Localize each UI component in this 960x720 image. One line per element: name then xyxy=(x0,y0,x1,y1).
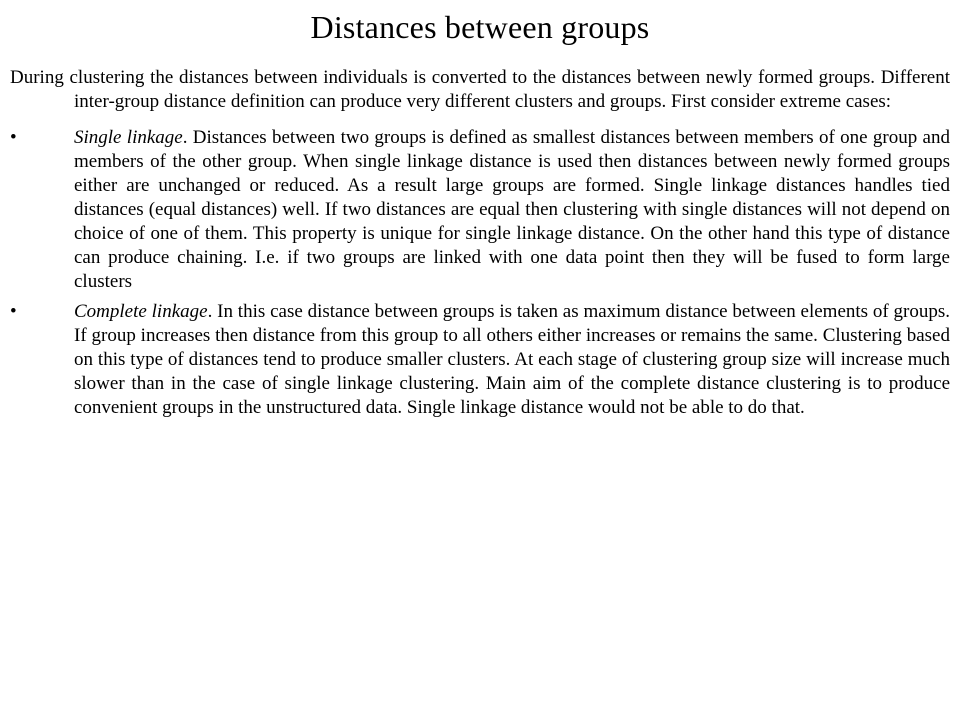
term-complete-linkage: Complete linkage xyxy=(74,301,208,322)
bullet-complete-linkage xyxy=(10,300,950,420)
intro-paragraph: During clustering the distances between individuals is converted to the distances between newly formed groups. Different inter-group distance definition can produce very different clusters and groups. First consider extreme cases: xyxy=(10,67,950,112)
term-single-linkage: Single linkage xyxy=(74,127,183,148)
bullet-marker: • xyxy=(10,301,17,322)
bullet-list xyxy=(10,126,950,420)
bullet-text-single-linkage: . Distances between two groups is defined as smallest distances between members of one group and members of the other group. When single linkage distance is used then distances between newly formed groups either are unchanged or reduced. As a result large groups are formed. Single linkage distances handles tied distances (equal distances) well. If two distances are equal then clustering with single distances will not depend on choice of one of them. This property is unique for single linkage distance. On the other hand this type of distance can produce chaining. I.e. if two groups are linked with one data point then they will be fused to form large clusters xyxy=(74,127,950,292)
bullet-marker: • xyxy=(10,127,17,148)
bullet-text-complete-linkage: . In this case distance between groups is taken as maximum distance between elements of groups. If group increases then distance from this group to all others either increases or remains the same. Clustering based on this type of distances tend to produce smaller clusters. At each stage of clustering group size will increase much slower than in the case of single linkage clustering. Main aim of the complete distance clustering is to produce convenient groups in the unstructured data. Single linkage distance would not be able to do that. xyxy=(74,301,950,418)
bullet-single-linkage xyxy=(10,126,950,294)
slide-title: Distances between groups xyxy=(310,9,650,45)
